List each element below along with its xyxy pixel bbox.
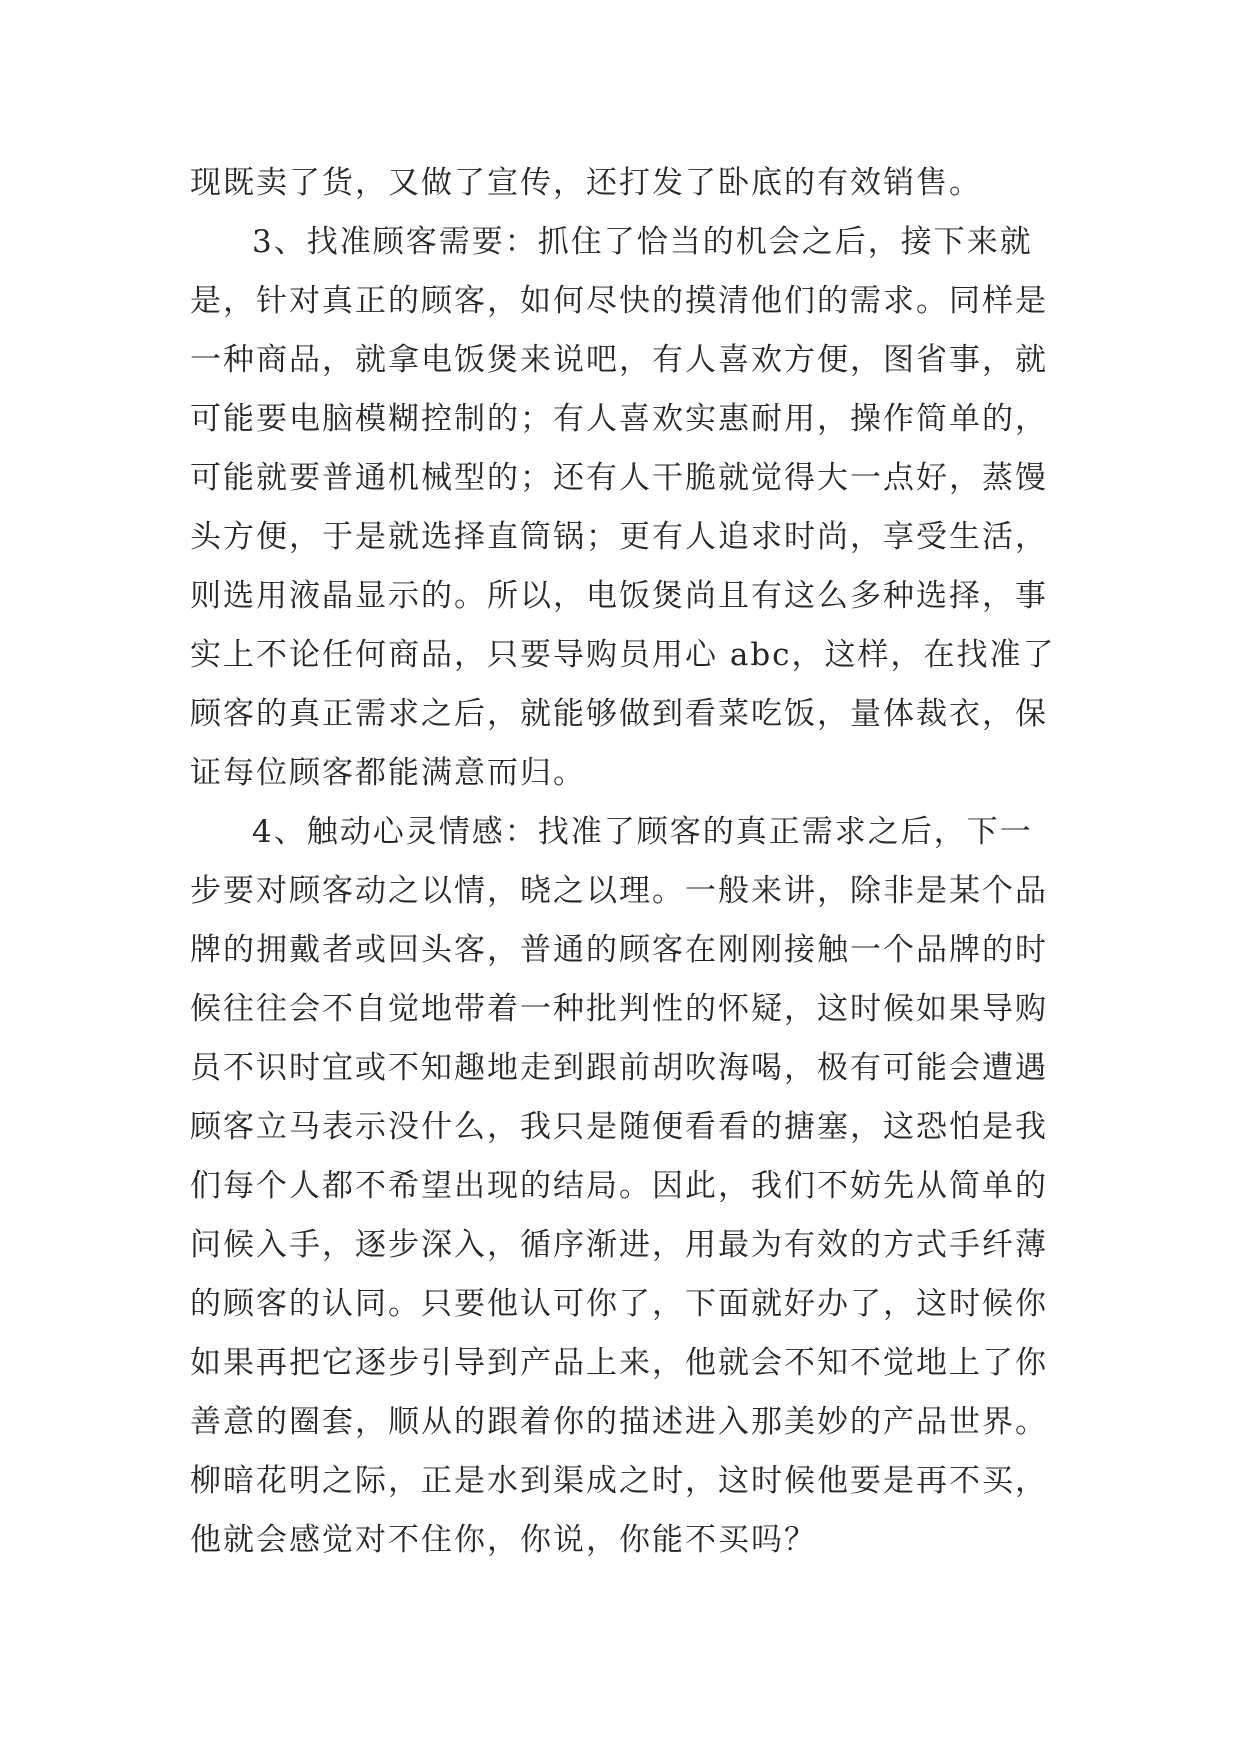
paragraph-find-customer-needs [190, 213, 1070, 803]
text-line: 顾客立马表示没什么，我只是随便看看的搪塞，这恐怕是我 [190, 1109, 1048, 1145]
text-line: 问候入手，逐步深入，循序渐进，用最为有效的方式手纤薄 [190, 1227, 1048, 1263]
text-line: 他就会感觉对不住你，你说，你能不买吗？ [190, 1522, 817, 1558]
text-line: 柳暗花明之际，正是水到渠成之时，这时候他要是再不买， [190, 1463, 1048, 1499]
text-line: 如果再把它逐步引导到产品上来，他就会不知不觉地上了你 [190, 1345, 1048, 1381]
text-line: 3、找准顾客需要：抓住了恰当的机会之后，接下来就 [252, 224, 1033, 260]
text-line: 一种商品，就拿电饭煲来说吧，有人喜欢方便，图省事，就 [190, 342, 1048, 378]
text-line: 候往往会不自觉地带着一种批判性的怀疑，这时候如果导购 [190, 991, 1048, 1027]
text-line: 的顾客的认同。只要他认可你了，下面就好办了，这时候你 [190, 1286, 1048, 1322]
text-line: 证每位顾客都能满意而归。 [190, 755, 586, 791]
text-line: 牌的拥戴者或回头客，普通的顾客在刚刚接触一个品牌的时 [190, 932, 1048, 968]
text-line: 现既卖了货，又做了宣传，还打发了卧底的有效销售。 [190, 165, 982, 201]
paragraph-continuation [190, 154, 1070, 213]
text-line: 则选用液晶显示的。所以，电饭煲尚且有这么多种选择，事 [190, 578, 1048, 614]
text-line: 步要对顾客动之以情，晓之以理。一般来讲，除非是某个品 [190, 873, 1048, 909]
text-line: 是，针对真正的顾客，如何尽快的摸清他们的需求。同样是 [190, 283, 1048, 319]
text-line: 们每个人都不希望出现的结局。因此，我们不妨先从简单的 [190, 1168, 1048, 1204]
text-line: 实上不论任何商品，只要导购员用心 abc，这样，在找准了 [190, 637, 1056, 673]
text-line: 头方便，于是就选择直筒锅；更有人追求时尚，享受生活， [190, 519, 1048, 555]
text-line: 顾客的真正需求之后，就能够做到看菜吃饭，量体裁衣，保 [190, 696, 1048, 732]
text-line: 可能要电脑模糊控制的；有人喜欢实惠耐用，操作简单的， [190, 401, 1048, 437]
document-body [190, 154, 1070, 1570]
text-line: 可能就要普通机械型的；还有人干脆就觉得大一点好，蒸馒 [190, 460, 1048, 496]
text-line: 善意的圈套，顺从的跟着你的描述进入那美妙的产品世界。 [190, 1404, 1048, 1440]
text-line: 员不识时宜或不知趣地走到跟前胡吹海喝，极有可能会遭遇 [190, 1050, 1048, 1086]
text-line: 4、触动心灵情感：找准了顾客的真正需求之后，下一 [252, 814, 1033, 850]
paragraph-touch-emotions [190, 803, 1070, 1570]
